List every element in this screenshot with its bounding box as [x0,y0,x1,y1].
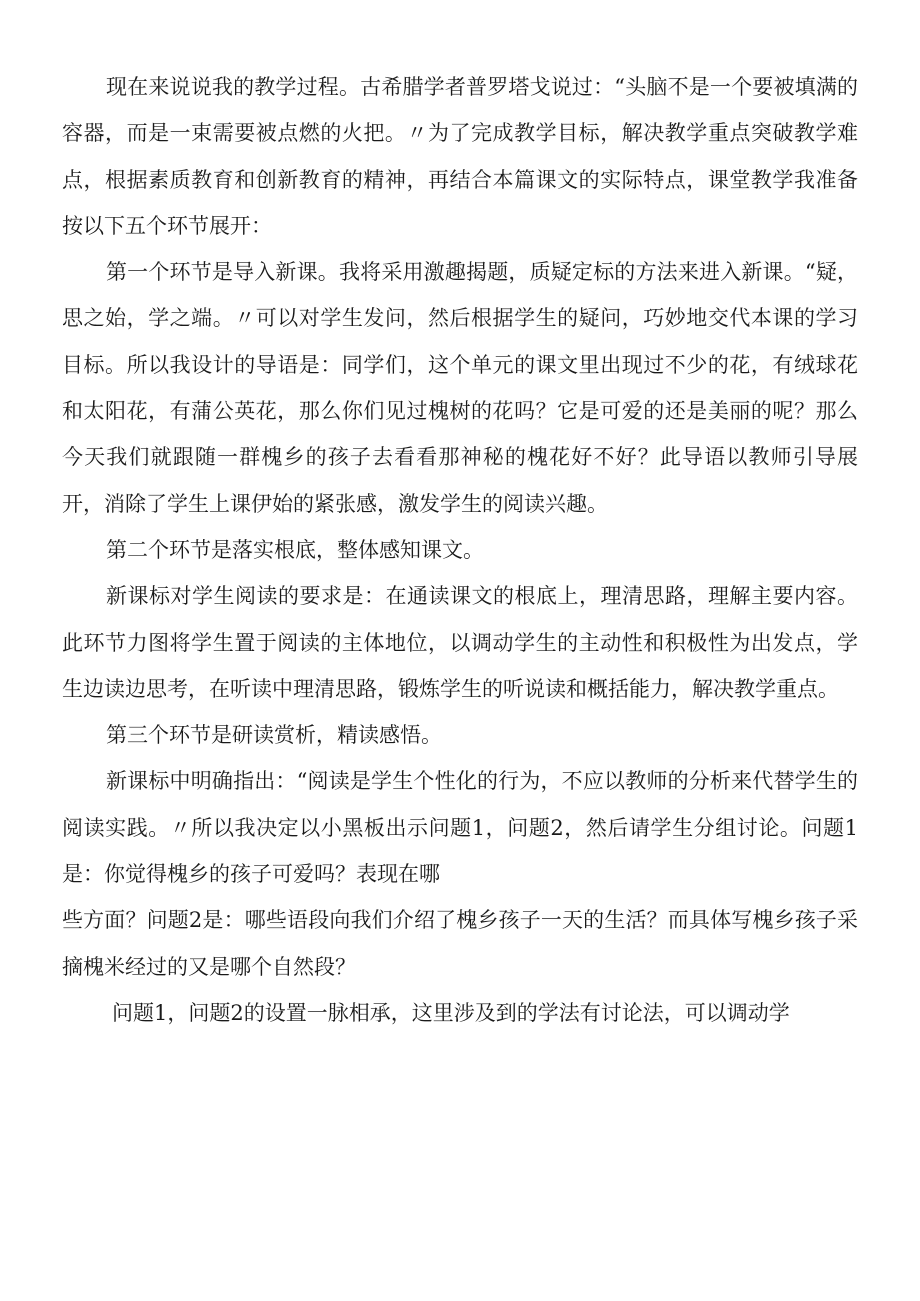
paragraph-question-design: 问题1，问题2的设置一脉相承，这里涉及到的学法有讨论法，可以调动学 [112,1000,790,1025]
paragraph-step-one-introduction: 第一个环节是导入新课。我将采用激趣揭题，质疑定标的方法来进入新课。“疑，思之始，学之端。〃可以对学生发问，然后根据学生的疑问，巧妙地交代本课的学习目标。所以我设计的导语是：同学们，这个单元的课文里出现过不少的花，有绒球花和太阳花，有蒲公英花，那么你们见过槐树的花吗？它是可爱的还是美丽的呢？那么今天我们就跟随一群槐乡的孩子去看看那神秘的槐花好不好？此导语以教师引导展开，消除了学生上课伊始的紧张感，激发学生的阅读兴趣。 [62,260,858,516]
paragraph-step-three-questions: 些方面？问题2是：哪些语段向我们介绍了槐乡孩子一天的生活？而具体写槐乡孩子采摘槐米经过的又是哪个自然段？ [62,908,858,979]
document-body [62,64,858,1036]
paragraph-teaching-process-intro: 现在来说说我的教学过程。古希腊学者普罗塔戈说过：“头脑不是一个要被填满的容器，而是一束需要被点燃的火把。〃为了完成教学目标，解决教学重点突破教学难点，根据素质教育和创新教育的精神，再结合本篇课文的实际特点，课堂教学我准备按以下五个环节展开： [62,75,858,238]
paragraph-step-two-heading: 第二个环节是落实根底，整体感知课文。 [106,537,484,562]
paragraph-step-two-body: 新课标对学生阅读的要求是：在通读课文的根底上，理清思路，理解主要内容。此环节力图将学生置于阅读的主体地位，以调动学生的主动性和积极性为出发点，学生边读边思考，在听读中理清思路，锻炼学生的听说读和概括能力，解决教学重点。 [62,584,858,701]
paragraph-step-three-body: 新课标中明确指出：“阅读是学生个性化的行为，不应以教师的分析来代替学生的阅读实践。〃所以我决定以小黑板出示问题1，问题2，然后请学生分组讨论。问题1是：你觉得槐乡的孩子可爱吗？表现在哪 [62,769,858,887]
paragraph-step-three-heading: 第三个环节是研读赏析，精读感悟。 [106,723,442,748]
